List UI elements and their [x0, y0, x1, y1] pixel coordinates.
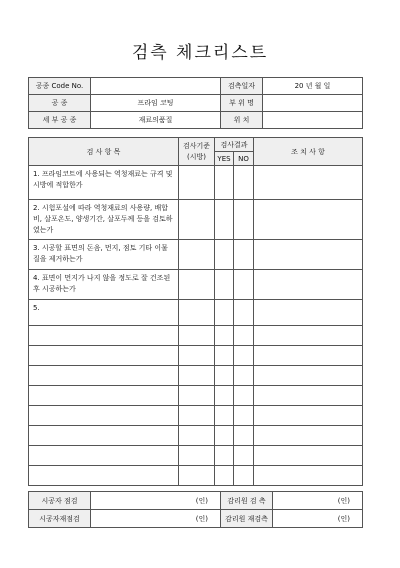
- code-value[interactable]: [91, 78, 221, 95]
- yes-cell[interactable]: [215, 166, 234, 200]
- signature-table: [28, 491, 363, 528]
- contractor-recheck-seal[interactable]: (인): [91, 510, 221, 528]
- standard-cell[interactable]: [179, 200, 215, 240]
- no-cell[interactable]: [234, 270, 254, 300]
- table-row: [29, 426, 363, 446]
- location-label: 위 치: [221, 112, 263, 129]
- item-header: 검 사 항 목: [29, 138, 179, 166]
- table-row: [29, 166, 363, 200]
- date-value[interactable]: 20 년 월 일: [263, 78, 363, 95]
- table-row: [29, 406, 363, 426]
- work-type-label: 공 종: [29, 95, 91, 112]
- standard-cell[interactable]: [179, 270, 215, 300]
- no-cell[interactable]: [234, 200, 254, 240]
- date-label: 검측일자: [221, 78, 263, 95]
- standard-cell[interactable]: [179, 166, 215, 200]
- table-row: [29, 270, 363, 300]
- part-name-label: 부 위 명: [221, 95, 263, 112]
- location-value[interactable]: [263, 112, 363, 129]
- check-item-5: 5.: [29, 300, 179, 326]
- supervisor-inspection-seal[interactable]: (인): [273, 492, 363, 510]
- supervisor-reinspection-label: 감리원 재검측: [221, 510, 273, 528]
- table-row: [29, 240, 363, 270]
- supervisor-inspection-label: 감리원 검 측: [221, 492, 273, 510]
- action-cell[interactable]: [254, 240, 363, 270]
- work-type-value[interactable]: 프라임 코팅: [91, 95, 221, 112]
- action-cell[interactable]: [254, 166, 363, 200]
- action-cell[interactable]: [254, 200, 363, 240]
- part-name-value[interactable]: [263, 95, 363, 112]
- yes-cell[interactable]: [215, 270, 234, 300]
- info-table: [28, 77, 363, 129]
- table-row: [29, 366, 363, 386]
- table-row: [29, 300, 363, 326]
- result-header: 검사결과: [215, 138, 254, 152]
- page-title: 검측 체크리스트: [131, 43, 269, 63]
- check-item-4: 4. 표면이 먼지가 나지 않을 정도로 잘 건조된 후 시공하는가: [29, 270, 179, 300]
- yes-header: YES: [215, 152, 234, 166]
- standard-header-line1: 검사기준: [182, 141, 211, 150]
- table-row: [29, 346, 363, 366]
- standard-cell[interactable]: [179, 300, 215, 326]
- action-header: 조 치 사 항: [254, 138, 363, 166]
- yes-cell[interactable]: [215, 200, 234, 240]
- check-item-3: 3. 시공할 표면의 돈음, 먼지, 점토 기타 이물질을 제거하는가: [29, 240, 179, 270]
- contractor-check-seal[interactable]: (인): [91, 492, 221, 510]
- check-item-1: 1. 프라임코트에 사용되는 역청재료는 규격 및 시방에 적합한가: [29, 166, 179, 200]
- table-row: [29, 446, 363, 466]
- no-cell[interactable]: [234, 240, 254, 270]
- table-row: [29, 466, 363, 486]
- action-cell[interactable]: [254, 270, 363, 300]
- table-row: [29, 326, 363, 346]
- standard-cell[interactable]: [179, 240, 215, 270]
- sub-work-type-label: 세 부 공 종: [29, 112, 91, 129]
- standard-header-line2: (시방): [187, 152, 206, 161]
- no-cell[interactable]: [234, 166, 254, 200]
- action-cell[interactable]: [254, 300, 363, 326]
- contractor-check-label: 시공자 점검: [29, 492, 91, 510]
- no-cell[interactable]: [234, 300, 254, 326]
- contractor-recheck-label: 시공자재점검: [29, 510, 91, 528]
- checklist-table: [28, 137, 363, 486]
- check-item-2: 2. 시험포설에 따라 역청재료의 사용량, 배합비, 살포온도, 양생기간, 살포두께 등을 검토하였는가: [29, 200, 179, 240]
- yes-cell[interactable]: [215, 240, 234, 270]
- code-label: 공종 Code No.: [29, 78, 91, 95]
- yes-cell[interactable]: [215, 300, 234, 326]
- sub-work-type-value[interactable]: 재료의품질: [91, 112, 221, 129]
- standard-header: [179, 138, 215, 166]
- table-row: [29, 386, 363, 406]
- table-row: [29, 200, 363, 240]
- no-header: NO: [234, 152, 254, 166]
- supervisor-reinspection-seal[interactable]: (인): [273, 510, 363, 528]
